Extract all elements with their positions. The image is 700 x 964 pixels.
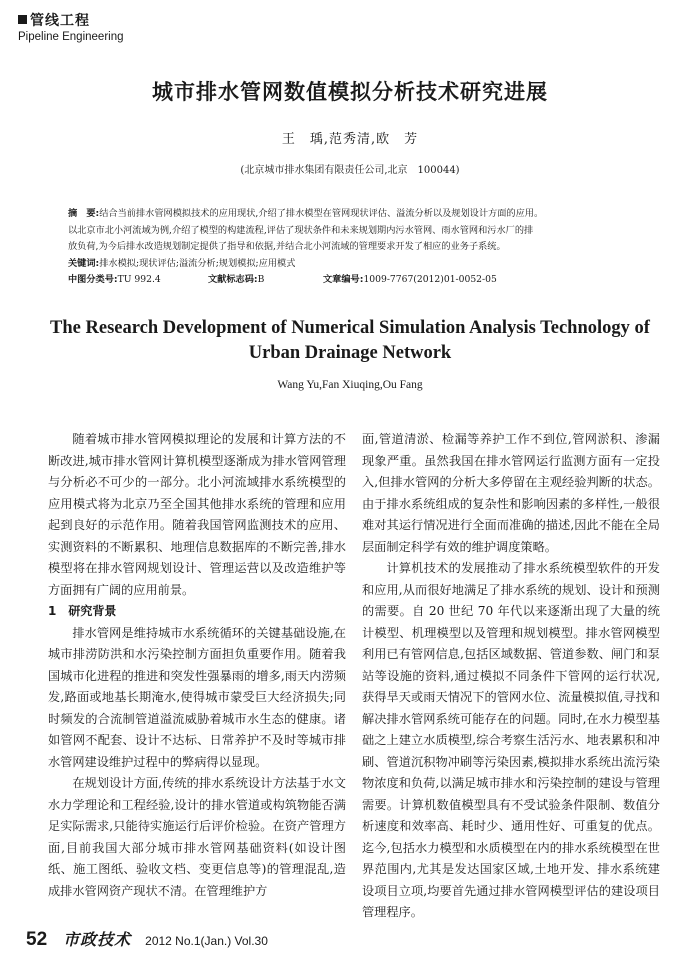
body-paragraph: 排水管网是维持城市水系统循环的关键基础设施,在城市排涝防洪和水污染控制方面担负重要作用。随着我国城市化进程的推进和突发性强暴雨的增多,雨天内涝频发,路面或地基长期淹水,使得城市蒙受巨大经济损失;同时频发的合流制管道溢流威胁着城市水生态的健康。诸如管网不配套、设计不达标、日常养护不及时等城市排水管网建设维护过程中的弊病得以显现。 [48,625,346,769]
abstract-text-1: 结合当前排水管网模拟技术的应用现状,介绍了排水模型在管网现状评估、溢流分析以及规划设计方面的应用。 [99,208,544,219]
article-id-value: 1009-7767(2012)01-0052-05 [363,274,497,285]
doc-code-value: B [257,274,265,285]
clc-code [68,272,208,289]
abstract-line-2: 以北京市北小河流域为例,介绍了模型的构建流程,评估了现状条件和未来规划期内污水管网、雨水管网和污水厂的排 [68,224,534,236]
abstract-line-1 [68,206,648,223]
authors-cn: 王 瑀,范秀清,欧 芳 [281,132,419,147]
section-category-en: Pipeline Engineering [18,31,124,43]
running-header [18,10,124,43]
article-title-cn: 城市排水管网数值模拟分析技术研究进展 [152,80,548,104]
abstract-block [68,206,648,289]
page-number: 52 [26,929,48,950]
journal-name: 市政技术 [63,930,132,949]
section-heading-research-background: 1 研究背景 [48,604,117,618]
document-code [208,272,323,289]
doc-code-label: 文献标志码: [208,274,258,285]
article-id-label: 文章编号: [323,274,364,285]
abstract-label: 摘 要: [68,208,100,219]
keywords-label: 关键词: [68,257,100,269]
keywords-line [68,256,648,273]
body-column-right [362,429,660,924]
clc-value: TU 992.4 [117,274,161,285]
section-category-cn [18,10,124,30]
abstract-line-3: 放负荷,为今后排水改造规划制定提供了指导和依据,并结合北小河流域的管理要求开发了相应的业务子系统。 [68,241,506,252]
clc-label: 中图分类号: [68,274,118,285]
title-en-line-1: The Research Development of Numerical Simulation Analysis Technology of [50,318,650,338]
square-bullet-icon [18,15,27,24]
page-footer [26,927,268,951]
article-title-en [0,316,700,366]
affiliation-cn: (北京城市排水集团有限责任公司,北京 100044) [240,165,460,176]
category-cn-text: 管线工程 [30,13,90,29]
body-column-left [48,429,346,902]
body-paragraph: 随着城市排水管网模拟理论的发展和计算方法的不断改进,城市排水管网计算机模型逐渐成为排水管网管理与分析必不可少的一部分。北小河流域排水系统模型的应用模式将为北京乃至全国其他排水系统的管理和应用起到良好的示范作用。随着我国管网监测技术的应用、实测资料的不断累积、地理信息数据库的不断完善,排水模型将在排水管网规划设计、管理运营以及改造维护等方面拥有广阔的应用前景。 [48,432,346,597]
body-paragraph: 面,管道清淤、检漏等养护工作不到位,管网淤积、渗漏现象严重。虽然我国在排水管网运行监测方面有一定投入,但排水管网的分析大多停留在主观经验判断的状态。由于排水系统组成的复杂性和影响因素的多样性,一般很难对其运行情况进行全面而准确的描述,因此不能在全局层面制定科学有效的维护调度策略。 [362,432,660,554]
keywords-text: 排水模拟;现状评估;溢流分析;规划模拟;应用模式 [99,257,296,269]
title-en-line-2: Urban Drainage Network [248,343,452,363]
body-paragraph: 计算机技术的发展推动了排水系统模型软件的开发和应用,从而很好地满足了排水系统的规划、设计和预测的需要。自 20 世纪 70 年代以来逐渐出现了大量的统计模型、机理模型以及管理和规划模型。排水管网模型利用已有管网信息,包括区域数据、管道参数、闸门和泵站等设施的资料,通过模拟不同条件下管网的运行状况,获得旱天或雨天情况下的管网水位、流量模拟值,寻找和解决排水管网系统可能存在的问题。同时,在水力模型基础之上建立水质模型,综合考察生活污水、地表累积和冲刷、管道沉积物冲刷等污染因素,模拟排水系统出流污染物浓度和负荷,以满足城市排水和污染控制的建设与管理需要。计算机数值模型具有不受试验条件限制、数值分析速度和效率高、耗时少、通用性好、可重复的优点。迄今,包括水力模型和水质模型在内的排水系统模型在世界范围内,尤其是发达国家区域,土地开发、排水系统建设项目立项,均要首先通过排水管网模型评估的建设项目管理程序。 [362,561,660,919]
classification-codes [68,272,648,289]
article-id [323,272,497,289]
body-paragraph: 在规划设计方面,传统的排水系统设计方法基于水文水力学理论和工程经验,设计的排水管道或构筑物能否满足实际需求,只能待实施运行后评价检验。在资产管理方面,目前我国大部分城市排水管网基础资料(如设计图纸、施工图纸、验收文档、变更信息等)的管理混乱,造成排水管网资产现状不清。在管理维护方 [48,776,346,898]
issue-info: 2012 No.1(Jan.) Vol.30 [145,934,268,948]
authors-en: Wang Yu,Fan Xiuqing,Ou Fang [277,379,423,391]
